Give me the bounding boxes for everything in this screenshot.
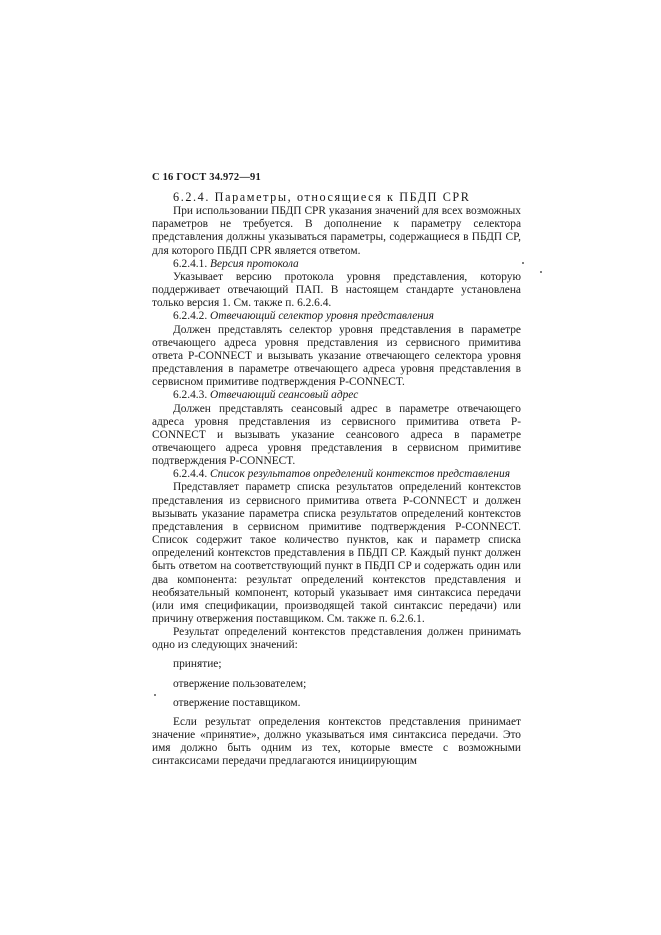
- paragraph: Представляет параметр списка результатов определений контекстов представления из сервисного примитива ответа P-CONNECT и должен вызывать указание параметра списка результатов определений контекстов представления в сервисном примитиве подтверждения P-CONNECT. Список содержит такое количество пунктов, как и параметр списка определений контекстов представления в ПБДП CP. Каждый пункт должен быть ответом на соответствующий пункт в ПБДП CP и содержать один или два компонента: результат определений контекстов представления и необязательный компонент, который указывает имя синтаксиса передачи (или имя спецификации, производящей такой синтаксис передачи) или причину отвержения поставщиком. См. также п. 6.2.6.1.: [152, 481, 521, 625]
- paragraph: Должен представлять селектор уровня представления в параметре отвечающего адреса уровня представления из сервисного примитива ответа P-CONNECT и вызывать указание отвечающего селектора уровня представления в параметре отвечающего адреса уровня представления в сервисном примитиве подтверждения P-CONNECT.: [152, 323, 521, 389]
- subsection-title: Отвечающий сеансовый адрес: [210, 389, 359, 402]
- subsection-title: Отвечающий селектор уровня представления: [210, 310, 434, 323]
- subsection-heading: [152, 310, 521, 323]
- list-item: отвержение поставщиком.: [173, 696, 301, 709]
- subsection-number: 6.2.4.3.: [173, 389, 208, 402]
- scan-speck: [522, 262, 524, 264]
- subsection-number: 6.2.4.4.: [173, 468, 208, 481]
- subsection-title: Список результатов определений контекстов представления: [210, 468, 510, 481]
- page-header: С 16 ГОСТ 34.972—91: [152, 172, 261, 183]
- subsection-heading: [152, 258, 521, 271]
- paragraph: Указывает версию протокола уровня представления, которую поддерживает отвечающий ПАП. В настоящем стандарте установлена только версия 1. См. также п. 6.2.6.4.: [152, 270, 521, 310]
- subsection-number: 6.2.4.1.: [173, 257, 208, 270]
- section-intro: При использовании ПБДП CPR указания значений для всех возможных параметров не требуется. В дополнение к параметру селектора представления должны указываться параметры, содержащиеся в ПБДП CP, для которого ПБДП CPR является ответом.: [152, 205, 521, 257]
- section-heading: 6.2.4. Параметры, относящиеся к ПБДП CPR: [173, 190, 471, 204]
- paragraph: Должен представлять сеансовый адрес в параметре отвечающего адреса уровня представления из сервисного примитива ответа P-CONNECT и вызывать указание сеансового адреса в параметре отвечающего адреса уровня представления в сервисном примитиве подтверждения P-CONNECT.: [152, 402, 521, 468]
- subsection-heading: [152, 389, 521, 402]
- list-item: принятие;: [173, 658, 222, 671]
- paragraph: Если результат определения контекстов представления принимает значение «принятие», должно указываться имя синтаксиса передачи. Это имя должно быть одним из тех, которые вместе с возможными синтаксисами передачи предлагаются инициирующим: [152, 715, 521, 768]
- list-item: отвержение пользователем;: [173, 677, 307, 690]
- subsection-number: 6.2.4.2.: [173, 310, 208, 323]
- subsection-title: Версия протокола: [210, 257, 299, 270]
- paragraph: Результат определений контекстов представления должен принимать одно из следующих значений:: [152, 626, 521, 652]
- document-body: [152, 191, 521, 769]
- scan-speck: [540, 271, 542, 273]
- subsection-heading: [152, 468, 521, 481]
